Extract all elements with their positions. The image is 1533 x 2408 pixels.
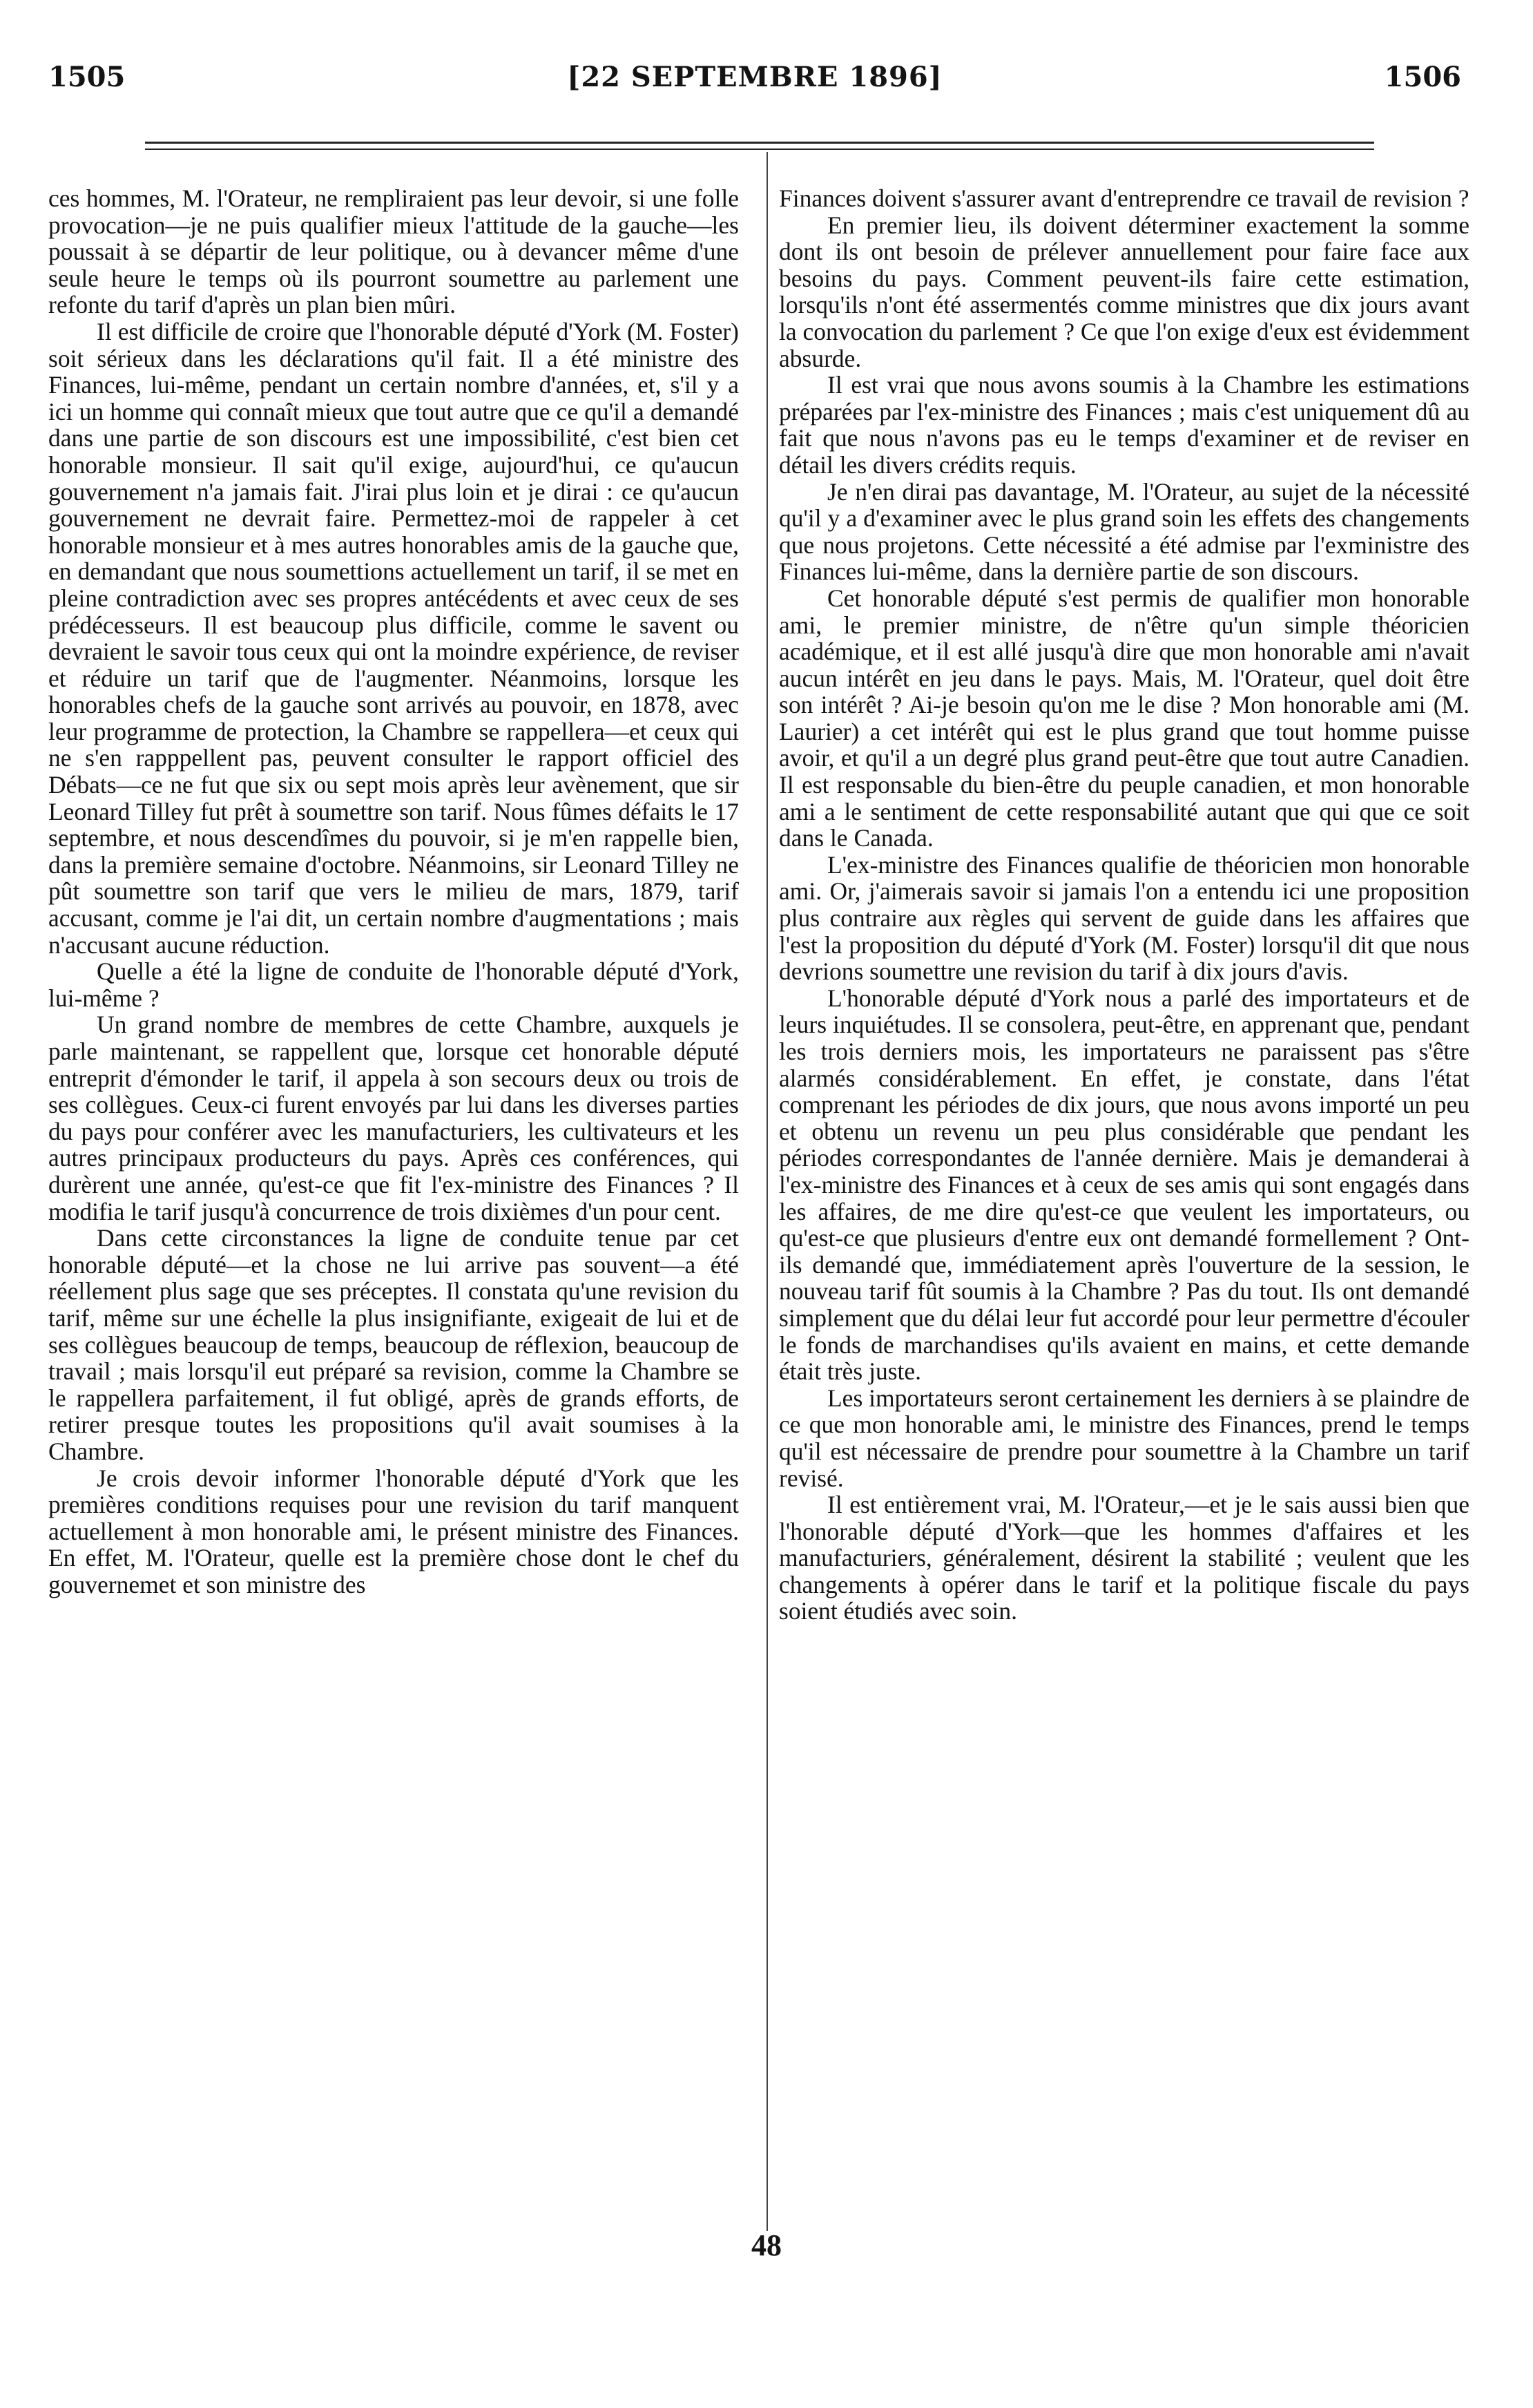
page-number-left: 1505 (48, 61, 126, 93)
paragraph: Quelle a été la ligne de conduite de l'honorable député d'York, lui-même ? (48, 957, 739, 1012)
paragraph: Un grand nombre de membres de cette Chambre, auxquels je parle maintenant, se rappellent que, lorsque cet honorable député entreprit d'émonder le tarif, il appela à son secours deux ou trois de ses collègues. Ceux-ci furent envoyés par lui dans les diverses parties du pays pour conférer avec les manufacturiers, les cultivateurs et les autres principaux producteurs du pays. Après ces conférences, qui durèrent une année, qu'est-ce que fit l'ex-ministre des Finances ? Il modifia le tarif jusqu'à concurrence de trois dixièmes d'un pour cent. (48, 1011, 739, 1225)
right-column (779, 185, 1469, 1625)
paragraph: Je crois devoir informer l'honorable député d'York que les premières conditions requises pour une revision du tarif manquent actuellement à mon honorable ami, le présent ministre des Finances. En effet, M. l'Orateur, quelle est la première chose dont le chef du gouvernemet et son ministre des (48, 1464, 739, 1598)
header-date: [22 SEPTEMBRE 1896] (567, 61, 943, 93)
page-header (48, 61, 1461, 102)
paragraph: L'honorable député d'York nous a parlé des importateurs et de leurs inquiétudes. Il se consolera, peut-être, en apprenant que, pendant les trois derniers mois, les importateurs ne paraissent pas s'être alarmés considérablement. En effet, je constate, dans l'état comprenant les périodes de dix jours, que nous avons importé un peu et obtenu un revenu un peu plus considérable que pendant les périodes correspondantes de l'année dernière. Mais je demanderai à l'ex-ministre des Finances et à ceux de ses amis qui sont engagés dans les affaires, de me dire qu'est-ce que veulent les importateurs, ou qu'est-ce que plusieurs d'entre eux ont demandé formellement ? Ont-ils demandé que, immédiatement après l'ouverture de la session, le nouveau tarif fût soumis à la Chambre ? Pas du tout. Ils ont demandé simplement que du délai leur fut accordé pour leur permettre d'écouler le fonds de marchandises qu'ils avaient en mains, et cette demande était très juste. (779, 984, 1469, 1386)
paragraph: En premier lieu, ils doivent déterminer exactement la somme dont ils ont besoin de prélever annuellement pour faire face aux besoins du pays. Comment peuvent-ils faire cette estimation, lorsqu'ils n'ont été assermentés comme ministres que dix jours avant la convocation du parlement ? Ce que l'on exige d'eux est évidemment absurde. (779, 211, 1469, 372)
paragraph: Il est entièrement vrai, M. l'Orateur,—et je le sais aussi bien que l'honorable député d'York—que les hommes d'affaires et les manufacturiers, généralement, désirent la stabilité ; veulent que les changements à opérer dans le tarif et la politique fiscale du pays soient étudiés avec soin. (779, 1491, 1469, 1625)
header-rule-top (145, 142, 1374, 144)
paragraph: Dans cette circonstances la ligne de conduite tenue par cet honorable député—et la chose ne lui arrive pas souvent—a été réellement plus sage que ses préceptes. Il constata qu'une revision du tarif, même sur une échelle la plus insignifiante, exigeait de lui et de ses collègues beaucoup de temps, beaucoup de réflexion, beaucoup de travail ; mais lorsqu'il eut préparé sa revision, comme la Chambre se le rappellera parfaitement, il fut obligé, après de grands efforts, de retirer presque toutes les propositions qu'il avait soumises à la Chambre. (48, 1224, 739, 1465)
column-divider (767, 152, 768, 2231)
page-footer-number: 48 (751, 2228, 782, 2262)
paragraph: ces hommes, M. l'Orateur, ne rempliraient pas leur devoir, si une folle provocation—je ne puis qualifier mieux l'attitude de la gauche—les poussait à se départir de leur politique, ou à devancer même d'une seule heure le temps où ils pourront soumettre au parlement une refonte du tarif d'après un plan bien mûri. (48, 184, 739, 319)
paragraph: Il est vrai que nous avons soumis à la Chambre les estimations préparées par l'ex-ministre des Finances ; mais c'est uniquement dû au fait que nous n'avons pas eu le temps d'examiner et de reviser en détail les divers crédits requis. (779, 371, 1469, 479)
paragraph: Il est difficile de croire que l'honorable député d'York (M. Foster) soit sérieux dans les déclarations qu'il fait. Il a été ministre des Finances, lui-même, pendant un certain nombre d'années, et, s'il y a ici un homme qui connaît mieux que tout autre que ce qu'il a demandé dans une partie de son discours est une impossibilité, c'est bien cet honorable monsieur. Il sait qu'il exige, aujourd'hui, ce qu'aucun gouvernement n'a jamais fait. J'irai plus loin et je dirai : ce qu'aucun gouvernement ne devrait faire. Permettez-moi de rappeler à cet honorable monsieur et à mes autres honorables amis de la gauche que, en demandant que nous soumettions actuellement un tarif, il se met en pleine contradiction avec ses propres antécédents et avec ceux de ses prédécesseurs. Il est beaucoup plus difficile, comme le savent ou devraient le savoir tous ceux qui ont la moindre expérience, de reviser et réduire un tarif que de l'augmenter. Néanmoins, lorsque les honorables chefs de la gauche sont arrivés au pouvoir, en 1878, avec leur programme de protection, la Chambre se rappellera—et ceux qui ne s'en rapppellent pas, peuvent consulter le rapport officiel des Débats—ce ne fut que six ou sept mois après leur avènement, que sir Leonard Tilley fut prêt à soumettre son tarif. Nous fûmes défaits le 17 septembre, et nous descendîmes du pouvoir, si je m'en rappelle bien, dans la première semaine d'octobre. Néanmoins, sir Leonard Tilley ne pût soumettre son tarif que vers le milieu de mars, 1879, tarif accusant, comme je l'ai dit, un certain nombre d'augmentations ; mais n'accusant aucune réduction. (48, 317, 739, 959)
page-number-right: 1506 (1384, 61, 1461, 93)
paragraph: Cet honorable député s'est permis de qualifier mon honorable ami, le premier ministre, de n'être qu'un simple théoricien académique, et il est allé jusqu'à dire que mon honorable ami n'avait aucun intérêt en jeu dans le pays. Mais, M. l'Orateur, quel doit être son intérêt ? Ai-je besoin qu'on me le dise ? Mon honorable ami (M. Laurier) a cet intérêt qui est le plus grand que tout homme puisse avoir, et qu'il a un degré plus grand peut-être que tout autre Canadien. Il est responsable du bien-être du peuple canadien, et mon honorable ami a le sentiment de cette responsabilité autant que qui que ce soit dans le Canada. (779, 584, 1469, 852)
paragraph: Je n'en dirai pas davantage, M. l'Orateur, au sujet de la nécessité qu'il y a d'examiner avec le plus grand soin les effets des changements que nous projetons. Cette nécessité a été admise par l'exministre des Finances lui-même, dans la dernière partie de son discours. (779, 477, 1469, 586)
paragraph: Les importateurs seront certainement les derniers à se plaindre de ce que mon honorable ami, le ministre des Finances, prend le temps qu'il est nécessaire de prendre pour soumettre à la Chambre un tarif revisé. (779, 1384, 1469, 1492)
header-rule-bottom (145, 149, 1374, 150)
paragraph: Finances doivent s'assurer avant d'entreprendre ce travail de revision ? (779, 184, 1469, 212)
left-column (48, 185, 739, 1598)
paragraph: L'ex-ministre des Finances qualifie de théoricien mon honorable ami. Or, j'aimerais savoir si jamais l'on a entendu ici une proposition plus contraire aux règles qui servent de guide dans les affaires que l'est la proposition du député d'York (M. Foster) lorsqu'il dit que nous devrions soumettre une revision du tarif à dix jours d'avis. (779, 850, 1469, 986)
